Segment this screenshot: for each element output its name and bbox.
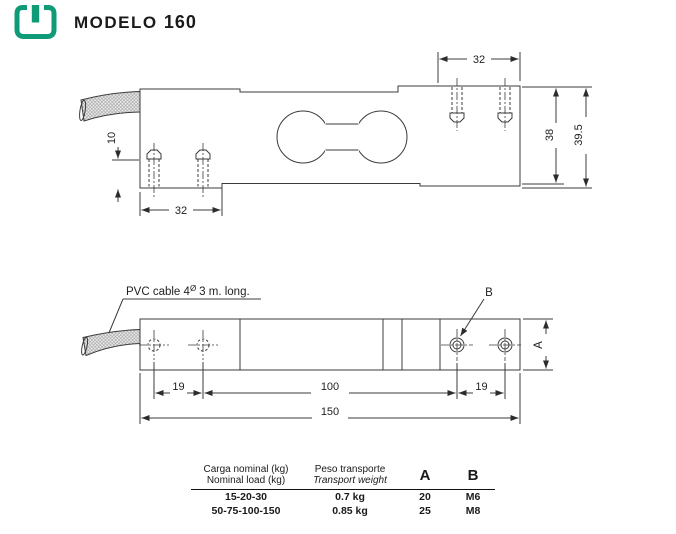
header-peso-transporte: Peso transporte (314, 464, 386, 475)
dim-label-38: 38 (544, 128, 556, 142)
dim-label-39-5: 39.5 (573, 124, 585, 146)
cell-load: 15-20-30 (224, 491, 268, 503)
title-model: MODELO (74, 12, 158, 32)
dimension-a (523, 319, 553, 370)
dim-label-10: 10 (106, 131, 118, 145)
hole-b-label: B (485, 287, 493, 299)
dimension-100 (205, 381, 456, 393)
table-row (191, 505, 495, 518)
page-title (74, 12, 197, 33)
dimension-bottom-32 (140, 187, 222, 217)
header-carga-nominal: Carga nominal (kg) (203, 464, 289, 475)
col-header-nominal-load (191, 464, 301, 486)
col-header-a: A (419, 466, 431, 484)
cell-b: M8 (465, 504, 481, 517)
dimension-height-39-5 (522, 89, 592, 189)
header-transport-weight: Transport weight (313, 475, 387, 486)
cell-load: 50-75-100-150 (211, 504, 281, 517)
table-header-row (191, 464, 495, 486)
dimension-stud-10 (106, 132, 139, 202)
cell-b: M6 (465, 491, 481, 503)
dim-label-100: 100 (320, 381, 340, 393)
top-view (78, 52, 592, 217)
dim-label-150: 150 (320, 406, 340, 418)
cable-label-text: PVC cable $4^Ø$ 3 m. long. (126, 284, 250, 298)
dim-label-a: A (533, 341, 545, 349)
side-view (80, 284, 553, 424)
dim-label-19-right: 19 (475, 381, 488, 393)
cell-weight: 0.7 kg (335, 491, 365, 503)
dim-label-19-left: 19 (172, 381, 185, 393)
col-header-b: B (467, 466, 479, 484)
spec-table (191, 464, 495, 517)
cell-a: 25 (419, 504, 431, 517)
cable-side-view (80, 330, 140, 356)
dim-label-bottom-32: 32 (174, 205, 188, 217)
table-header-rule (191, 489, 495, 490)
table-row (191, 491, 495, 504)
title-number: 160 (163, 11, 197, 32)
cell-weight: 0.85 kg (332, 504, 368, 517)
utilcell-logo-icon (14, 4, 60, 40)
dimension-top-32 (438, 52, 520, 83)
dim-label-top-32: 32 (472, 54, 486, 66)
cable-top-view (78, 92, 140, 122)
cell-a: 20 (419, 491, 431, 503)
col-header-transport-weight (301, 464, 399, 486)
page-header (14, 4, 197, 40)
header-nominal-load: Nominal load (kg) (206, 475, 286, 486)
